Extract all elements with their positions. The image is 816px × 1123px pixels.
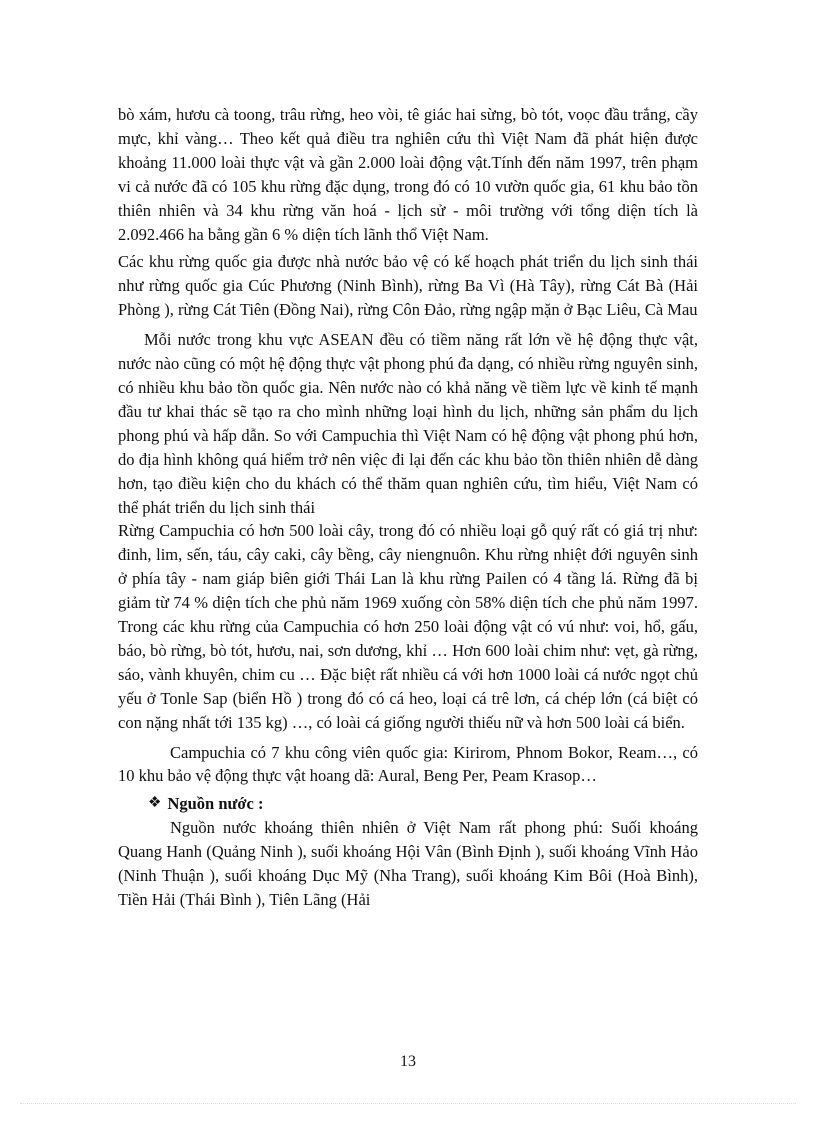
paragraph-asean-comparison: Mỗi nước trong khu vực ASEAN đều có tiềm năng rất lớn về hệ động thực vật, nước nào cũng có một hệ động thực vật phong phú đa dạng, có nhiều rừng nguyên sinh, có nhiều khu bảo tồn quốc gia. Nên nước nào có khả năng về tiềm lực về kinh tế mạnh đầu tư khai thác sẽ tạo ra cho mình những loại hình du lịch, những sản phẩm du lịch phong phú và hấp dẫn. So với Campuchia thì Việt Nam có hệ động vật phong phú hơn, do địa hình không quá hiểm trở nên việc đi lại đến các khu bảo tồn thiên nhiên dễ dàng hơn, tạo điều kiện cho du khách có thể thăm quan nghiên cứu, tìm hiểu, Việt Nam có thể phát triển du lịch sinh thái	[118, 330, 698, 517]
section-heading-text: Nguồn nước :	[167, 794, 264, 814]
document-body	[118, 103, 698, 912]
page-number: 13	[400, 1053, 416, 1070]
paragraph-mineral-water: Nguồn nước khoáng thiên nhiên ở Việt Nam rất phong phú: Suối khoáng Quang Hanh (Quảng Ninh ), suối khoáng Hội Vân (Bình Định ), suối khoáng Vĩnh Hảo (Ninh Thuận ), suối khoáng Dục Mỹ (Nha Trang), suối khoáng Kim Bôi (Hoà Bình), Tiền Hải (Thái Bình ), Tiên Lãng (Hải	[118, 818, 698, 909]
paragraph-wildlife-vietnam: bò xám, hươu cà toong, trâu rừng, heo vòi, tê giác hai sừng, bò tót, voọc đầu trắng, cầy mực, khỉ vàng… Theo kết quả điều tra nghiên cứu thì Việt Nam đã phát hiện được khoảng 11.000 loài thực vật và gần 2.000 loài động vật.Tính đến năm 1997, trên phạm vi cả nước đã có 105 khu rừng đặc dụng, trong đó có 10 vườn quốc gia, 61 khu bảo tồn thiên nhiên và 34 khu rừng văn hoá - lịch sử - môi trường với tổng diện tích là 2.092.466 ha bằng gần 6 % diện tích lãnh thổ Việt Nam.	[118, 105, 698, 244]
paragraph-national-forests: Các khu rừng quốc gia được nhà nước bảo vệ có kế hoạch phát triển du lịch sinh thái như rừng quốc gia Cúc Phương (Ninh Bình), rừng Ba Vì (Hà Tây), rừng Cát Bà (Hải Phòng ), rừng Cát Tiên (Đồng Nai), rừng Côn Đảo, rừng ngập mặn ở Bạc Liêu, Cà Mau	[118, 252, 698, 320]
section-heading-water-sources	[148, 792, 698, 816]
page-bottom-divider	[20, 1103, 796, 1104]
paragraph-cambodia-forests: Rừng Campuchia có hơn 500 loài cây, trong đó có nhiều loại gỗ quý rất có giá trị như: đinh, lim, sến, táu, cây caki, cây bềng, cây niengnuôn. Khu rừng nhiệt đới nguyên sinh ở phía tây - nam giáp biên giới Thái Lan là khu rừng Pailen có 4 tầng lá. Rừng đã bị giảm từ 74 % diện tích che phủ năm 1969 xuống còn 58% diện tích che phủ năm 1997. Trong các khu rừng của Campuchia có hơn 250 loài động vật có vú như: voi, hổ, gấu, báo, bò rừng, bò tót, hươu, nai, sơn dương, khỉ … Hơn 600 loài chim như: vẹt, gà rừng, sáo, vành khuyên, chim cu … Đặc biệt rất nhiều cá với hơn 1000 loài cá nước ngọt chủ yếu ở Tonle Sap (biển Hồ ) trong đó có cá heo, loại cá trê lơn, cá chép lớn (cá biệt có con nặng nhất tới 135 kg) …, có loài cá giống người thiếu nữ và hơn 500 loài cá biển.	[118, 521, 698, 732]
diamond-bullet-icon: ❖	[148, 795, 162, 812]
paragraph-cambodia-parks: Campuchia có 7 khu công viên quốc gia: Kirirom, Phnom Bokor, Ream…, có 10 khu bảo vệ động thực vật hoang dã: Aural, Beng Per, Peam Krasop…	[118, 742, 698, 786]
